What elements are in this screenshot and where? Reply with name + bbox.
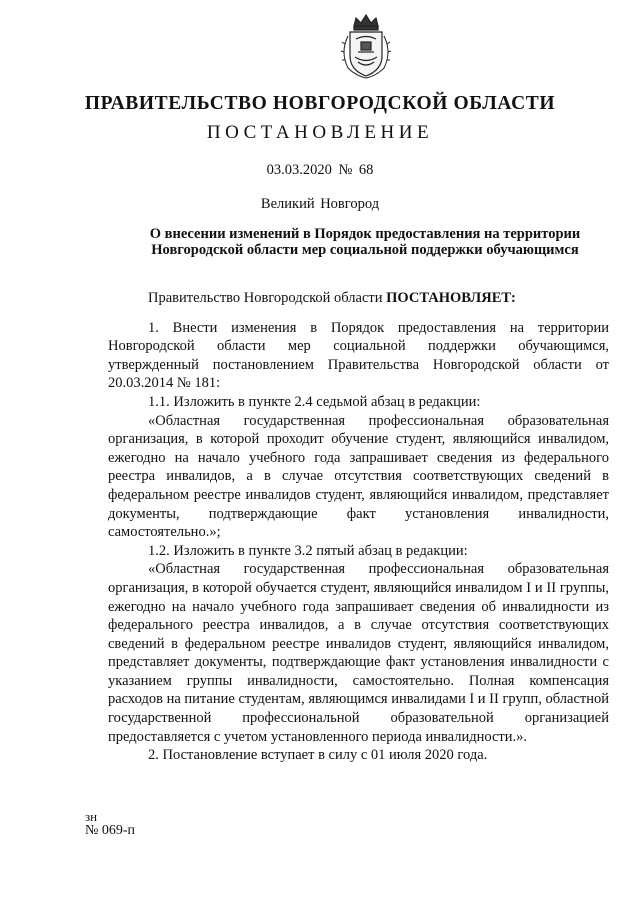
lead-decree-word: ПОСТАНОВЛЯЕТ: — [386, 290, 516, 306]
subject-line-2: Новгородской области мер социальной поддержки обучающимся — [151, 242, 579, 258]
item-2: 2. Постановление вступает в силу с 01 июля 2020 года. — [148, 747, 488, 764]
government-title: ПРАВИТЕЛЬСТВО НОВГОРОДСКОЙ ОБЛАСТИ — [84, 93, 556, 114]
lead-paragraph — [108, 289, 609, 308]
item-1-2: 1.2. Изложить в пункте 3.2 пятый абзац в редакции: — [148, 542, 468, 559]
document-date-number: 03.03.2020 № 68 — [266, 162, 374, 178]
quote-2: «Областная государственная профессиональная образовательная организация, в которой обучается студент, являющийся инвалидом I и II группы, ежегодно на начало учебного года запрашивает сведения об инвалидности из федерального реестра инвалидов, а в случае отсутствия соответствующих сведений в федеральном реестре инвалидов студент, являющийся инвалидом, представляет документы, подтверждающие факт установления инвалидности с указанием группы инвалидности, самостоятельно. Полная компенсация расходов на питание студентам, являющимся инвалидами I и II групп, областной государственной профессиональной образовательной организацией предоставляется с учетом установленного периода инвалидности.». — [108, 561, 609, 745]
footer-initials: зн — [85, 809, 98, 824]
document-footer — [85, 810, 135, 838]
lead-text: Правительство Новгородской области — [148, 290, 387, 306]
document-type: ПОСТАНОВЛЕНИЕ — [206, 122, 434, 143]
footer-number: № 069-п — [85, 823, 136, 838]
item-1-1: 1.1. Изложить в пункте 2.4 седьмой абзац в редакции: — [148, 393, 481, 410]
coat-of-arms-icon — [336, 12, 396, 82]
document-subject — [100, 226, 630, 258]
quote-1: «Областная государственная профессиональная образовательная организация, в которой проходит обучение студент, являющийся инвалидом, ежегодно на начало учебного года запрашивает сведения из федерального реестра инвалидов, а в случае отсутствия соответствующих сведений в федеральном реестре инвалидов студент, являющийся инвалидом, представляет документы, подтверждающие факт установления инвалидности, самостоятельно.»; — [108, 412, 609, 541]
document-body — [108, 289, 609, 765]
item-1: 1. Внести изменения в Порядок предоставления на территории Новгородской области мер социальной поддержки обучающимся, утвержденный постановлением Правительства Новгородской области от 20.03.2014 № 181: — [108, 319, 609, 392]
document-place: Великий Новгород — [260, 196, 380, 212]
subject-line-1: О внесении изменений в Порядок предоставления на территории — [149, 226, 581, 242]
